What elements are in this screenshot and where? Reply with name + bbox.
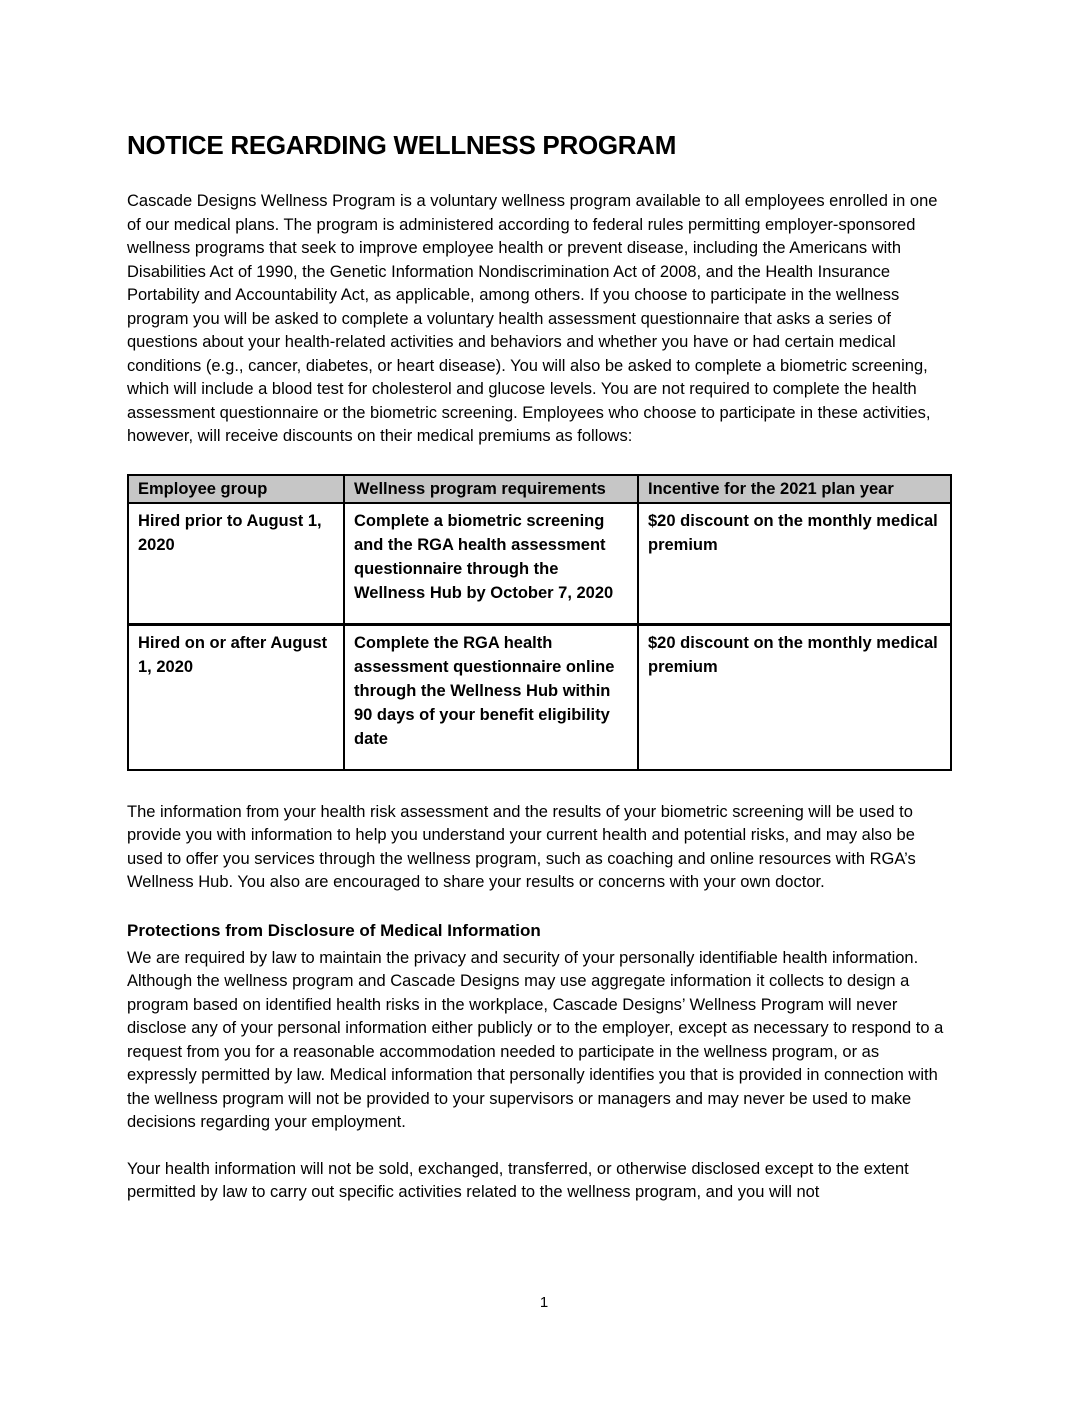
wellness-incentive-table	[127, 474, 952, 771]
col-header-incentive: Incentive for the 2021 plan year	[638, 475, 951, 503]
cell-incentive: $20 discount on the monthly medical premium	[638, 624, 951, 770]
cell-employee-group: Hired prior to August 1, 2020	[128, 503, 344, 625]
table-header-row	[128, 475, 951, 503]
cell-employee-group: Hired on or after August 1, 2020	[128, 624, 344, 770]
page-number: 1	[539, 1294, 549, 1311]
paragraph-info-use: The information from your health risk assessment and the results of your biometric screening will be used to provide you with information to help you understand your current health and potential risks, and may also be used to offer you services through the wellness program, such as coaching and online resources with RGA’s Wellness Hub. You also are encouraged to share your results or concerns with your own doctor.	[127, 802, 916, 891]
col-header-employee-group: Employee group	[128, 475, 344, 503]
cell-requirements: Complete a biometric screening and the RGA health assessment questionnaire through the Wellness Hub by October 7, 2020	[344, 503, 638, 625]
col-header-requirements: Wellness program requirements	[344, 475, 638, 503]
document-content	[127, 129, 950, 1228]
cell-requirements: Complete the RGA health assessment questionnaire online through the Wellness Hub within 90 days of your benefit eligibility date	[344, 624, 638, 770]
section-heading-protections: Protections from Disclosure of Medical Information	[127, 920, 541, 940]
cell-incentive: $20 discount on the monthly medical premium	[638, 503, 951, 625]
paragraph-protections: We are required by law to maintain the privacy and security of your personally identifiable health information. Although the wellness program and Cascade Designs may use aggregate information it collects to design a program based on identified health risks in the workplace, Cascade Designs’ Wellness Program will never disclose any of your personal information either publicly or to the employer, except as necessary to respond to a request from you for a reasonable accommodation needed to participate in the wellness program, or as expressly permitted by law. Medical information that personally identifies you that is provided in connection with the wellness program will not be provided to your supervisors or managers and may never be used to make decisions regarding your employment.	[127, 948, 944, 1131]
paragraph-intro: Cascade Designs Wellness Program is a voluntary wellness program available to all employees enrolled in one of our medical plans. The program is administered according to federal rules permitting employer-sponsored wellness programs that seek to improve employee health or prevent disease, including the Americans with Disabilities Act of 1990, the Genetic Information Nondiscrimination Act of 2008, and the Health Insurance Portability and Accountability Act, as applicable, among others. If you choose to participate in the wellness program you will be asked to complete a voluntary health assessment questionnaire that asks a series of questions about your health-related activities and behaviors and whether you have or had certain medical conditions (e.g., cancer, diabetes, or heart disease). You will also be asked to complete a biometric screening, which will include a blood test for cholesterol and glucose levels. You are not required to complete the health assessment questionnaire or the biometric screening. Employees who choose to participate in these activities, however, will receive discounts on their medical premiums as follows:	[127, 192, 938, 445]
page-title: NOTICE REGARDING WELLNESS PROGRAM	[127, 130, 677, 160]
table-row	[128, 503, 951, 625]
table-row	[128, 624, 951, 770]
paragraph-disclosure: Your health information will not be sold, exchanged, transferred, or otherwise disclosed except to the extent permitted by law to carry out specific activities related to the wellness program, and you will not	[127, 1159, 909, 1201]
